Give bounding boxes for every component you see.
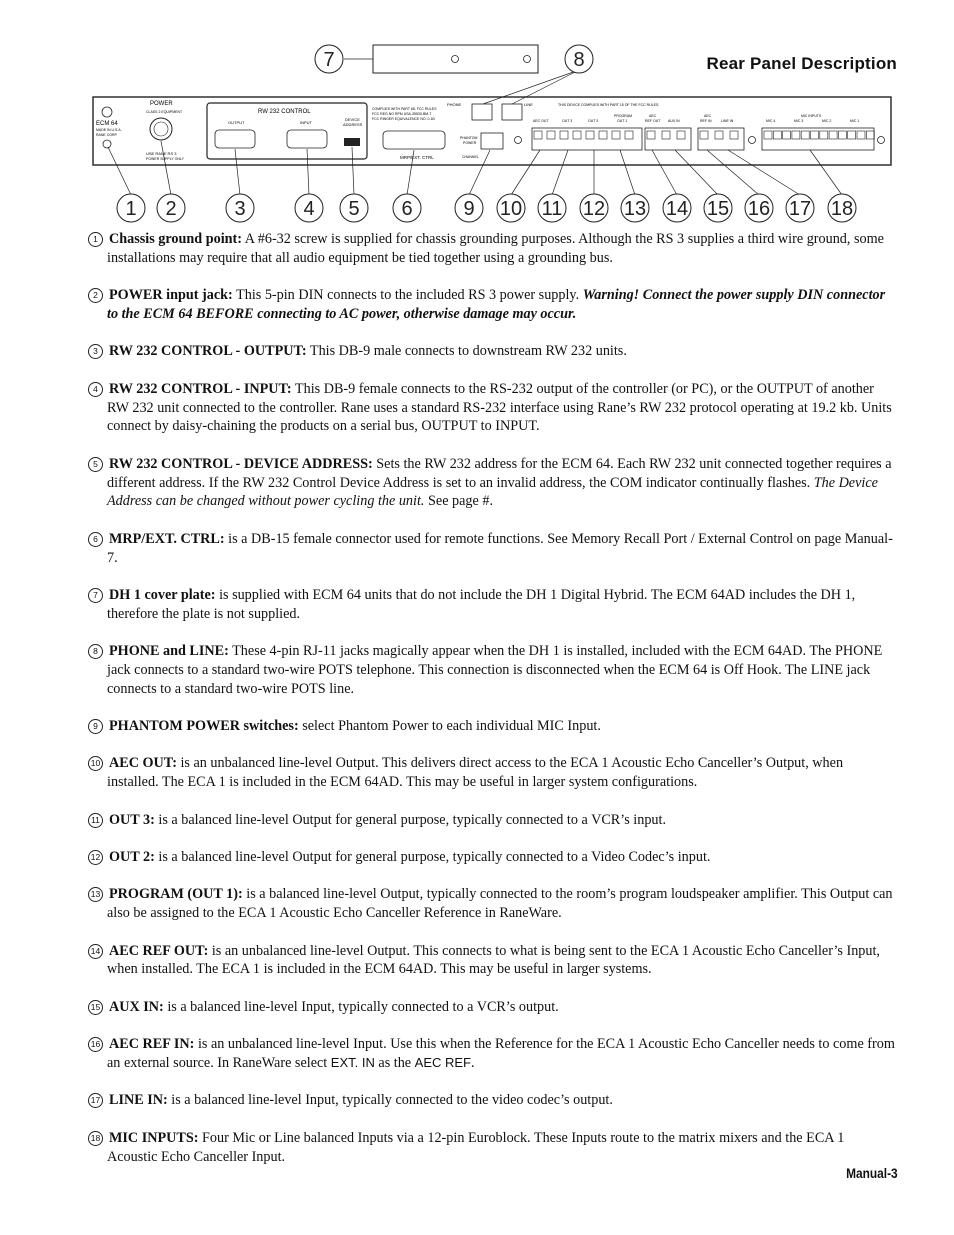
description-item-4 — [88, 380, 896, 436]
svg-text:13: 13 — [623, 198, 647, 220]
svg-text:PROGRAM: PROGRAM — [614, 114, 633, 118]
item-text: is an unbalanced line-level Input. Use this when the Reference for the ECA 1 Acoustic Echo Canceller needs to come from an external source. In RaneWare select — [107, 1036, 895, 1072]
callout-2 — [157, 194, 185, 222]
item-text: This 5-pin DIN connects to the included RS 3 power supply. — [232, 287, 583, 304]
item-term: LINE IN: — [109, 1092, 168, 1109]
description-list — [88, 230, 896, 1185]
item-number: 14 — [88, 944, 103, 959]
svg-text:CLASS 2 EQUIPMENT: CLASS 2 EQUIPMENT — [146, 110, 183, 114]
svg-text:AEC: AEC — [704, 114, 712, 118]
description-item-10 — [88, 754, 896, 792]
svg-text:OUT 2: OUT 2 — [588, 119, 599, 123]
svg-text:PHONE: PHONE — [447, 102, 462, 107]
item-number: 16 — [88, 1037, 103, 1052]
description-item-11 — [88, 811, 896, 830]
svg-text:POWER SUPPLY ONLY: POWER SUPPLY ONLY — [146, 157, 184, 161]
page-number: Manual-3 — [846, 1165, 898, 1181]
svg-text:2: 2 — [165, 198, 177, 220]
svg-text:4: 4 — [303, 198, 315, 220]
svg-text:9: 9 — [463, 198, 475, 220]
item-term: PHONE and LINE: — [109, 643, 229, 660]
item-number: 10 — [88, 756, 103, 771]
description-item-2 — [88, 286, 896, 324]
svg-text:18: 18 — [830, 198, 854, 220]
callout-7 — [315, 45, 343, 73]
callout-3 — [226, 194, 254, 222]
svg-text:MIC 3: MIC 3 — [794, 119, 804, 123]
svg-text:ADDRESS: ADDRESS — [343, 122, 363, 127]
description-item-6 — [88, 530, 896, 568]
item-number: 9 — [88, 719, 103, 734]
svg-text:MIC INPUTS: MIC INPUTS — [801, 114, 822, 118]
item-number: 15 — [88, 1000, 103, 1015]
item-term: MIC INPUTS: — [109, 1129, 199, 1146]
svg-text:AUX IN: AUX IN — [668, 119, 680, 123]
item-text: is a balanced line-level Output for general purpose, typically connected to a VCR’s input. — [154, 811, 666, 828]
item-text: See page #. — [424, 493, 494, 510]
item-number: 3 — [88, 344, 103, 359]
item-term: RW 232 CONTROL - OUTPUT: — [109, 343, 307, 360]
item-term: PHANTOM POWER switches: — [109, 718, 299, 735]
description-item-13 — [88, 885, 896, 923]
item-text: This DB-9 male connects to downstream RW 232 units. — [306, 343, 627, 360]
svg-text:AEC: AEC — [649, 114, 657, 118]
item-ui-term: EXT. IN — [330, 1055, 375, 1071]
item-text: Sets the RW 232 address for the ECM 64. Each RW 232 unit connected together requires a different address. If the RW 232 Control Device Address is set to an invalid address, the COM indicator continually flashes. — [107, 455, 892, 491]
item-text: as the — [374, 1055, 415, 1072]
callout-6 — [393, 194, 421, 222]
callout-10 — [497, 194, 525, 222]
item-term: DH 1 cover plate: — [109, 586, 216, 603]
item-text: is a balanced line-level Output for general purpose, typically connected to a Video Codec’s input. — [154, 849, 711, 866]
description-item-5 — [88, 455, 896, 511]
svg-text:1: 1 — [125, 198, 137, 220]
description-item-7 — [88, 586, 896, 624]
svg-text:MIC 2: MIC 2 — [822, 119, 832, 123]
item-number: 1 — [88, 232, 103, 247]
svg-text:MIC 4: MIC 4 — [766, 119, 776, 123]
callout-9 — [455, 194, 483, 222]
item-number: 18 — [88, 1131, 103, 1146]
callout-11 — [538, 194, 566, 222]
svg-text:14: 14 — [665, 198, 689, 220]
svg-text:MIC 1: MIC 1 — [850, 119, 860, 123]
item-text: select Phantom Power to each individual MIC Input. — [298, 718, 601, 735]
item-term: AUX IN: — [109, 998, 164, 1015]
svg-text:REF IN: REF IN — [700, 119, 712, 123]
svg-text:3: 3 — [234, 198, 246, 220]
callout-17 — [786, 194, 814, 222]
item-ui-term: AEC REF — [414, 1055, 471, 1071]
item-number: 11 — [88, 813, 103, 828]
svg-text:REF OUT: REF OUT — [645, 119, 661, 123]
description-item-17 — [88, 1091, 896, 1110]
item-number: 13 — [88, 887, 103, 902]
callout-1 — [117, 194, 145, 222]
svg-text:6: 6 — [401, 198, 413, 220]
item-term: POWER input jack: — [109, 287, 233, 304]
item-number: 4 — [88, 382, 103, 397]
svg-text:FCC RINGER EQUIVALENCE NO. 0.1: FCC RINGER EQUIVALENCE NO. 0.1B — [372, 117, 435, 121]
svg-text:12: 12 — [582, 198, 606, 220]
item-text: is an unbalanced line-level Output. This connects to what is being sent to the ECA 1 Acoustic Echo Canceller’s Input, when installed. The ECA 1 is included in the ECM 64AD. This may be useful in larger systems. — [107, 942, 880, 978]
callout-13 — [621, 194, 649, 222]
svg-text:AEC OUT: AEC OUT — [533, 119, 549, 123]
svg-text:RW 232 CONTROL: RW 232 CONTROL — [258, 109, 311, 115]
svg-text:16: 16 — [747, 198, 771, 220]
description-item-12 — [88, 848, 896, 867]
callout-18 — [828, 194, 856, 222]
item-text: is supplied with ECM 64 units that do not include the DH 1 Digital Hybrid. The ECM 64AD includes the DH 1, therefore the plate is not supplied. — [107, 586, 856, 622]
svg-text:RANE CORP.: RANE CORP. — [96, 133, 118, 137]
item-term: AEC OUT: — [109, 755, 177, 772]
svg-text:17: 17 — [788, 198, 812, 220]
description-item-3 — [88, 342, 896, 361]
item-number: 2 — [88, 288, 103, 303]
svg-text:11: 11 — [541, 198, 563, 220]
item-term: Chassis ground point: — [109, 231, 242, 247]
svg-text:THIS DEVICE COMPLIES WITH PART: THIS DEVICE COMPLIES WITH PART 15 OF THE FCC RULES. — [558, 103, 660, 107]
item-term: OUT 2: — [109, 849, 155, 866]
callout-16 — [745, 194, 773, 222]
description-item-18 — [88, 1129, 896, 1167]
item-number: 6 — [88, 532, 103, 547]
item-term: AEC REF OUT: — [109, 942, 209, 959]
item-text: These 4-pin RJ-11 jacks magically appear when the DH 1 is installed, included with the ECM 64AD. The PHONE jack connects to a standard two-wire POTS telephone. This connection is disconnected when the ECM 64 is Off Hook. The LINE jack connects to a standard two-wire POTS line. — [107, 643, 883, 697]
svg-text:POWER: POWER — [463, 141, 477, 145]
svg-text:OUTPUT: OUTPUT — [228, 120, 245, 125]
svg-text:PHANTOM: PHANTOM — [460, 136, 478, 140]
item-term: MRP/EXT. CTRL: — [109, 530, 225, 547]
svg-text:10: 10 — [499, 198, 523, 220]
description-item-14 — [88, 942, 896, 980]
svg-text:FCC REG NO RPM USA-35530-BM-T: FCC REG NO RPM USA-35530-BM-T — [372, 112, 432, 116]
callout-8 — [565, 45, 593, 73]
item-italic-note: The Device Address can be changed without power cycling the unit. — [107, 474, 878, 510]
item-term: PROGRAM (OUT 1): — [109, 886, 243, 903]
svg-text:CHANNEL: CHANNEL — [462, 155, 479, 159]
item-number: 12 — [88, 850, 103, 865]
item-text: is a balanced line-level Input, typically connected to a VCR’s output. — [163, 998, 559, 1015]
item-text: A #6-32 screw is supplied for chassis grounding purposes. Although the RS 3 supplies a third wire ground, some installations may require that all audio equipment be tied together using a grounding bus. — [107, 231, 884, 266]
callout-4 — [295, 194, 323, 222]
item-number: 17 — [88, 1093, 103, 1108]
callout-15 — [704, 194, 732, 222]
svg-text:7: 7 — [323, 49, 335, 71]
svg-text:8: 8 — [573, 49, 585, 71]
item-warning: Warning! Connect the power supply DIN connector to the ECM 64 BEFORE connecting to AC power, otherwise damage may occur. — [107, 287, 886, 322]
svg-text:DEVICE: DEVICE — [345, 117, 360, 122]
rear-panel-diagram — [0, 0, 954, 230]
callout-14 — [663, 194, 691, 222]
description-item-16 — [88, 1035, 896, 1073]
svg-text:OUT 1: OUT 1 — [617, 119, 628, 123]
svg-text:15: 15 — [706, 198, 730, 220]
description-item-8 — [88, 642, 896, 698]
svg-text:ECM 64: ECM 64 — [96, 121, 118, 127]
item-number: 8 — [88, 644, 103, 659]
svg-text:LINE: LINE — [524, 102, 533, 107]
item-term: OUT 3: — [109, 811, 155, 828]
item-term: AEC REF IN: — [109, 1036, 195, 1053]
description-item-1 — [88, 230, 896, 268]
page-title: Rear Panel Description — [706, 54, 897, 73]
item-text: is a balanced line-level Output, typically connected to the room’s program loudspeaker amplifier. This Output can also be assigned to the ECA 1 Acoustic Echo Canceller Reference in RaneWare. — [107, 886, 893, 922]
item-term: RW 232 CONTROL - DEVICE ADDRESS: — [109, 455, 373, 472]
item-text: This DB-9 female connects to the RS-232 output of the controller (or PC), or the OUTPUT of another RW 232 unit connected to the controller. Rane uses a standard RS-232 interface using Rane’s RW 232 protocol operating at 19.2 kb. Units connect by daisy-chaining the products on a serial bus, OUTPUT to INPUT. — [107, 380, 892, 435]
item-text: is a DB-15 female connector used for remote functions. See Memory Recall Port / External Control on page Manual-7. — [107, 530, 893, 566]
svg-text:MRP/EXT. CTRL: MRP/EXT. CTRL — [400, 155, 434, 160]
svg-text:LINE IN: LINE IN — [721, 119, 734, 123]
svg-text:MADE IN U.S.A.: MADE IN U.S.A. — [96, 128, 122, 132]
svg-text:COMPLIES WITH PART 68, FCC RUL: COMPLIES WITH PART 68, FCC RULES — [372, 107, 437, 111]
description-item-9 — [88, 717, 896, 736]
item-text: is a balanced line-level Input, typically connected to the video codec’s output. — [167, 1092, 613, 1109]
item-text: is an unbalanced line-level Output. This delivers direct access to the ECA 1 Acoustic Echo Canceller’s Output, when installed. The ECA 1 is included in the ECM 64AD. This may be useful in larger system configurations. — [107, 755, 844, 791]
item-number: 7 — [88, 588, 103, 603]
svg-text:5: 5 — [348, 198, 360, 220]
item-term: RW 232 CONTROL - INPUT: — [109, 380, 292, 397]
power-label: POWER — [150, 101, 173, 107]
item-text: Four Mic or Line balanced Inputs via a 12-pin Euroblock. These Inputs route to the matrix mixers and the ECA 1 Acoustic Echo Canceller Input. — [107, 1129, 845, 1165]
svg-text:INPUT: INPUT — [300, 120, 312, 125]
svg-text:OUT 3: OUT 3 — [562, 119, 573, 123]
callout-5 — [340, 194, 368, 222]
svg-text:USE RANE RS 3: USE RANE RS 3 — [146, 151, 177, 156]
description-item-15 — [88, 998, 896, 1017]
item-text: . — [471, 1055, 475, 1072]
item-number: 5 — [88, 457, 103, 472]
callout-12 — [580, 194, 608, 222]
